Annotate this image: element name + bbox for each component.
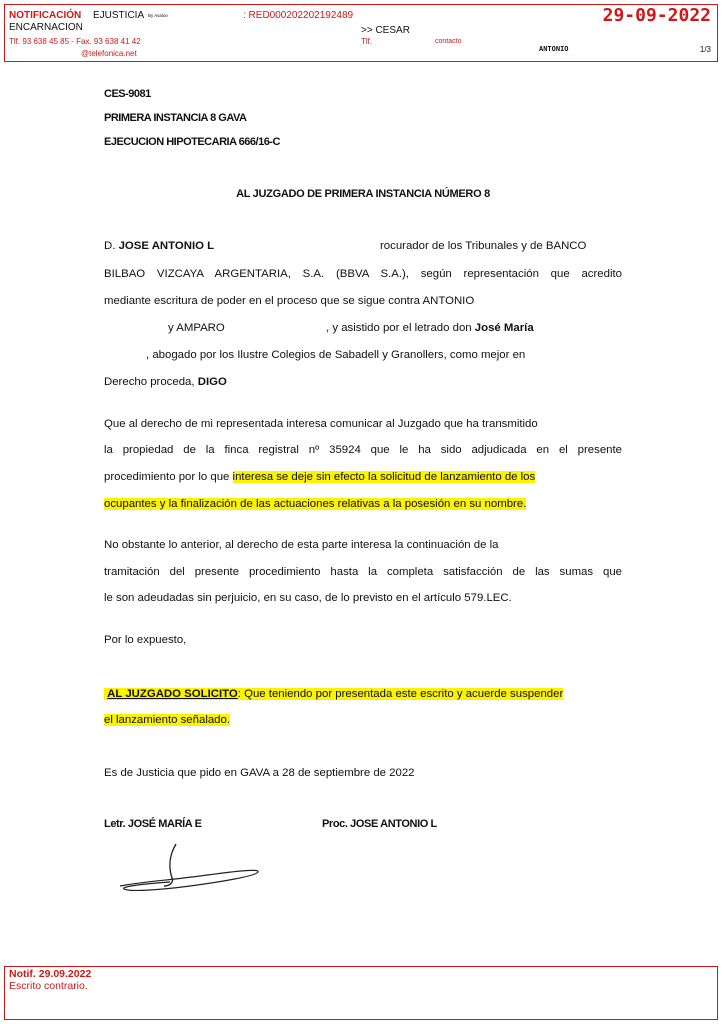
handwritten-signature [110,836,270,896]
p1-line-1: D. JOSE ANTONIO L [104,240,215,252]
p1-line-6: Derecho proceda, DIGO [104,376,227,388]
phone-fax: Tlf. 93 638 45 85 - Fax. 93 638 41 42 [9,37,141,46]
p1-line-1-rest: rocurador de los Tribunales y de BANCO [380,240,587,252]
p3-line-1: No obstante lo anterior, al derecho de esta parte interesa la continuación de la [104,539,499,551]
addressee-contact: contacto [435,38,462,45]
case-reference: CES-9081 [104,88,151,100]
p3-line-3: le son adeudadas sin perjuicio, en su caso, de lo previsto en el artículo 579.LEC. [104,592,512,604]
solicito-line-2: el lanzamiento señalado. [104,714,231,726]
email-address: @telefonica.net [81,49,137,58]
p2-line-2: la propiedad de la finca registral nº 35924 que le ha sido adjudicada en el presente [104,444,622,456]
p1-line-4b: , y asistido por el letrado don José María [326,322,534,334]
notification-footer [4,966,718,1020]
por-lo-expuesto: Por lo expuesto, [104,634,187,646]
solicito-line-1: AL JUZGADO SOLICITO: Que teniendo por presentada este escrito y acuerde suspender [104,688,563,700]
solicito-label: AL JUZGADO SOLICITO [107,688,238,700]
lawyer-signature-label: Letr. JOSÉ MARÍA E [104,818,202,830]
notification-date: 29-09-2022 [602,5,711,26]
by-avalon-label: By Avalon [148,13,168,18]
highlight-request-cont: ocupantes y la finalización de las actuaciones relativas a la posesión en su nombre. [104,498,527,510]
notification-description: Escrito contrario. [9,980,88,992]
page-counter: 1/3 [699,45,711,54]
p2-line-4 [104,498,526,510]
party-name: ANTONIO [539,45,569,53]
p1-line-5: , abogado por los Ilustre Colegios de Sabadell y Granollers, como mejor en [146,349,526,361]
p1-line-2: BILBAO VIZCAYA ARGENTARIA, S.A. (BBVA S.A.), según representación que acredito [104,268,622,280]
lawyer-name: José María [474,322,534,334]
reference-number: : RED000202202192489 [243,10,354,21]
digo-label: DIGO [197,376,227,388]
highlight-request: interesa se deje sin efecto la solicitud de lanzamiento de los [232,471,536,483]
p3-line-2: tramitación del presente procedimiento hasta la completa satisfacción de las sumas que [104,566,622,578]
court-line: PRIMERA INSTANCIA 8 GAVA [104,112,247,124]
procurador-signature-label: Proc. JOSE ANTONIO L [322,818,437,830]
closing-line: Es de Justicia que pido en GAVA a 28 de septiembre de 2022 [104,767,415,779]
p2-line-3: procedimiento por lo que interesa se deje sin efecto la solicitud de lanzamiento de los [104,471,536,483]
notification-title: NOTIFICACIÓN [9,10,82,21]
p2-line-1: Que al derecho de mi representada interesa comunicar al Juzgado que ha transmitido [104,418,538,430]
procurador-name: JOSE ANTONIO L [118,240,215,252]
p1-line-3: mediante escritura de poder en el proceso que se sigue contra ANTONIO [104,295,475,307]
addressee: >> CESAR [361,25,410,36]
ejusticia-label: EJUSTICIA [93,10,145,21]
addressee-tlf: Tlf. [361,37,373,46]
notification-header [4,4,718,62]
procedure-line: EJECUCION HIPOTECARIA 666/16-C [104,136,280,148]
p1-line-4a: y AMPARO [168,322,225,334]
court-title: AL JUZGADO DE PRIMERA INSTANCIA NÚMERO 8 [236,188,490,200]
notification-date-footer: Notif. 29.09.2022 [9,968,92,980]
recipient-name: ENCARNACION [9,22,83,33]
